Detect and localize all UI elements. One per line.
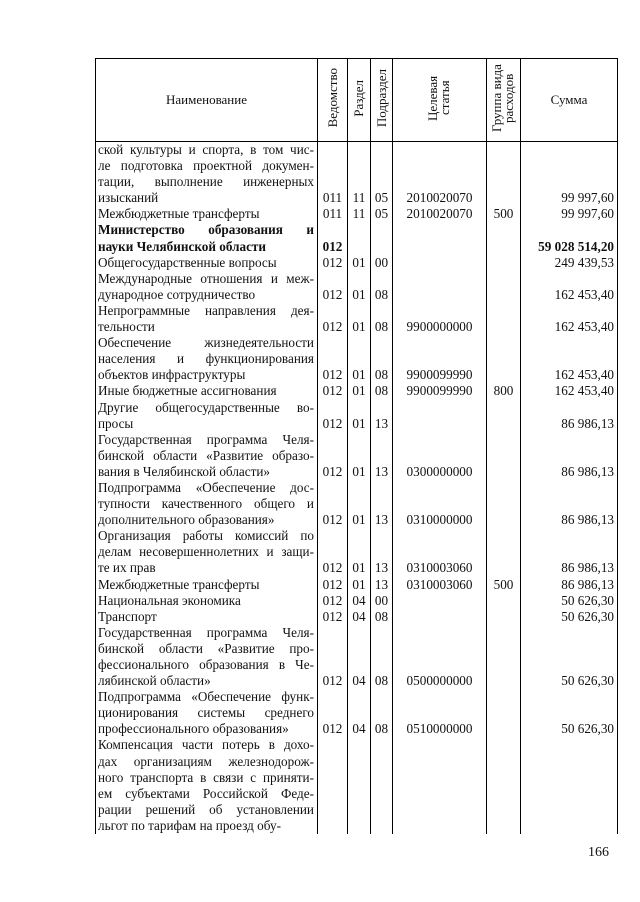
cell-razdel: 01 [348,432,371,480]
cell-name-line: ционирования системы среднего [98,705,314,721]
cell-name-line: ем субъектами Российской Феде- [98,785,314,801]
cell-celevaya-statya [393,609,487,625]
cell-name-line: фессионального образования в Че- [98,657,314,672]
cell-summa: 50 626,30 [521,593,618,609]
table-row [96,737,618,834]
cell-name-line: ской культуры и спорта, в том чис- [98,142,314,157]
cell-gruppa [487,593,521,609]
cell-vedomstvo: 012 [318,432,348,480]
cell-gruppa [487,255,521,271]
cell-vedomstvo: 012 [318,335,348,383]
cell-name-line: бинской области «Развитие образо- [98,447,314,463]
cell-vedomstvo: 012 [318,577,348,593]
cell-gruppa [487,432,521,480]
cell-name [96,689,318,737]
cell-summa: 86 986,13 [521,400,618,432]
cell-podrazdel: 00 [371,593,393,609]
cell-celevaya-statya: 2010020070 [393,142,487,207]
cell-name-line: лябинской области» [98,673,211,689]
cell-vedomstvo: 012 [318,303,348,335]
table-row [96,689,618,737]
cell-podrazdel [371,222,393,254]
cell-summa: 86 986,13 [521,480,618,528]
cell-vedomstvo: 012 [318,625,348,689]
cell-podrazdel: 13 [371,432,393,480]
cell-name-line: Общегосударственные вопросы [98,254,277,270]
cell-name-line: Подпрограмма «Обеспечение функ- [98,689,314,705]
cell-podrazdel: 05 [371,206,393,222]
budget-table [95,58,618,834]
cell-name [96,303,318,335]
cell-summa: 99 997,60 [521,142,618,207]
table-row [96,577,618,593]
cell-razdel: 11 [348,206,371,222]
cell-name-line: Международные отношения и меж- [98,270,314,286]
cell-summa: 162 453,40 [521,271,618,303]
table-row [96,609,618,625]
cell-name-line: льгот по тарифам на проезд обу- [98,817,281,833]
cell-name [96,737,318,834]
cell-podrazdel: 08 [371,609,393,625]
header-razdel: Раздел [348,59,371,142]
cell-vedomstvo: 012 [318,480,348,528]
header-vedomstvo: Ведомство [318,59,348,142]
cell-vedomstvo: 012 [318,593,348,609]
table-row [96,625,618,689]
cell-vedomstvo [318,737,348,834]
cell-name-line: вания в Челябинской области» [98,463,271,479]
cell-gruppa [487,335,521,383]
table-row [96,480,618,528]
header-podrazdel: Подраздел [371,59,393,142]
cell-gruppa [487,689,521,737]
cell-celevaya-statya: 0310000000 [393,480,487,528]
cell-name-line: ле подготовка проектной докумен- [98,158,314,174]
cell-gruppa [487,625,521,689]
cell-name-line: Межбюджетные трансферты [98,206,260,222]
cell-razdel: 01 [348,400,371,432]
cell-summa: 86 986,13 [521,528,618,576]
cell-name-line: Непрограммные направления дея- [98,302,314,318]
cell-vedomstvo: 012 [318,222,348,254]
cell-celevaya-statya: 0510000000 [393,689,487,737]
cell-vedomstvo: 012 [318,609,348,625]
header-name: Наименование [96,59,318,142]
cell-podrazdel: 08 [371,335,393,383]
cell-summa: 59 028 514,20 [521,222,618,254]
cell-celevaya-statya [393,222,487,254]
table-row [96,528,618,576]
cell-celevaya-statya [393,737,487,834]
cell-vedomstvo: 012 [318,689,348,737]
cell-name-line: науки Челябинской области [98,238,267,254]
cell-summa: 86 986,13 [521,432,618,480]
cell-razdel: 01 [348,255,371,271]
table-row [96,222,618,254]
header-gruppa-vida-rashodov: Группа вида расходов [487,59,521,142]
cell-vedomstvo: 012 [318,255,348,271]
cell-razdel: 04 [348,609,371,625]
cell-razdel: 01 [348,383,371,399]
cell-summa: 162 453,40 [521,335,618,383]
cell-celevaya-statya [393,271,487,303]
cell-gruppa [487,142,521,207]
cell-name-line: Компенсация части потерь в дохо- [98,737,314,753]
cell-name [96,528,318,576]
cell-gruppa [487,480,521,528]
cell-summa: 249 439,53 [521,255,618,271]
table-row [96,206,618,222]
cell-vedomstvo: 012 [318,271,348,303]
cell-gruppa [487,737,521,834]
cell-celevaya-statya: 9900099990 [393,383,487,399]
cell-name [96,206,318,222]
cell-razdel: 04 [348,625,371,689]
cell-podrazdel: 13 [371,528,393,576]
cell-name-line: Организация работы комиссий по [98,528,314,544]
cell-summa: 99 997,60 [521,206,618,222]
table-body [96,142,618,835]
cell-podrazdel: 08 [371,303,393,335]
cell-name [96,400,318,432]
cell-razdel: 01 [348,271,371,303]
cell-name-line: Подпрограмма «Обеспечение дос- [98,479,314,495]
cell-name-line: Другие общегосударственные во- [98,399,314,415]
cell-name-line: Обеспечение жизнедеятельности [98,335,314,351]
cell-gruppa [487,222,521,254]
cell-name-line: изысканий [98,190,159,206]
cell-razdel [348,737,371,834]
table-row [96,271,618,303]
cell-name-line: ного транспорта в связи с приняти- [98,769,314,785]
cell-celevaya-statya: 2010020070 [393,206,487,222]
cell-name-line: просы [98,415,134,431]
cell-name [96,271,318,303]
cell-podrazdel [371,737,393,834]
cell-name [96,432,318,480]
table-row [96,142,618,207]
cell-razdel: 01 [348,335,371,383]
cell-gruppa [487,400,521,432]
cell-name-line: Национальная экономика [98,592,241,608]
header-summa: Сумма [521,59,618,142]
cell-podrazdel: 13 [371,577,393,593]
cell-razdel: 01 [348,303,371,335]
cell-vedomstvo: 011 [318,206,348,222]
table-row [96,593,618,609]
table-header [96,59,618,142]
cell-podrazdel: 08 [371,383,393,399]
cell-celevaya-statya: 9900000000 [393,303,487,335]
cell-name [96,625,318,689]
cell-podrazdel: 08 [371,625,393,689]
cell-celevaya-statya [393,255,487,271]
cell-name [96,609,318,625]
cell-summa: 50 626,30 [521,625,618,689]
table-row [96,383,618,399]
cell-name-line: дународное сотрудничество [98,286,256,302]
table-row [96,432,618,480]
cell-name [96,577,318,593]
cell-name-line: Министерство образования и [98,222,314,238]
cell-podrazdel: 13 [371,480,393,528]
cell-name [96,335,318,383]
cell-name-line: профессионального образования» [98,721,289,737]
cell-razdel [348,222,371,254]
cell-celevaya-statya: 0310003060 [393,528,487,576]
cell-gruppa [487,528,521,576]
cell-podrazdel: 08 [371,271,393,303]
cell-name-line: Государственная программа Челя- [98,431,314,447]
cell-gruppa: 500 [487,577,521,593]
table-row [96,255,618,271]
cell-razdel: 11 [348,142,371,207]
cell-razdel: 04 [348,593,371,609]
cell-name-line: дополнительного образования» [98,512,275,528]
cell-name-line: тупности качественного общего и [98,496,314,512]
cell-vedomstvo: 012 [318,400,348,432]
cell-name-line: бинской области «Развитие про- [98,640,314,656]
cell-name [96,255,318,271]
cell-celevaya-statya [393,400,487,432]
cell-razdel: 01 [348,528,371,576]
cell-name [96,480,318,528]
cell-podrazdel: 13 [371,400,393,432]
cell-summa: 162 453,40 [521,383,618,399]
cell-podrazdel: 00 [371,255,393,271]
cell-summa: 86 986,13 [521,577,618,593]
cell-name-line: Государственная программа Челя- [98,624,314,640]
cell-name-line: рации решений об установлении [98,801,314,817]
cell-gruppa: 500 [487,206,521,222]
cell-name-line: населения и функционирования [98,351,314,367]
table-row [96,303,618,335]
cell-vedomstvo: 011 [318,142,348,207]
cell-gruppa: 800 [487,383,521,399]
header-celevaya-statya: Целевая статья [393,59,487,142]
cell-vedomstvo: 012 [318,528,348,576]
cell-gruppa [487,609,521,625]
cell-gruppa [487,271,521,303]
cell-razdel: 01 [348,577,371,593]
cell-name [96,222,318,254]
cell-name-line: объектов инфраструктуры [98,367,246,383]
cell-celevaya-statya: 0310003060 [393,577,487,593]
cell-name-line: Иные бюджетные ассигнования [98,383,277,399]
table-row [96,400,618,432]
cell-celevaya-statya [393,593,487,609]
cell-name [96,383,318,399]
cell-name [96,593,318,609]
cell-razdel: 01 [348,480,371,528]
cell-podrazdel: 08 [371,689,393,737]
cell-podrazdel: 05 [371,142,393,207]
cell-name [96,142,318,207]
cell-name-line: те их прав [98,560,156,576]
cell-summa: 162 453,40 [521,303,618,335]
cell-summa: 50 626,30 [521,689,618,737]
cell-vedomstvo: 012 [318,383,348,399]
cell-name-line: тации, выполнение инженерных [98,174,314,190]
cell-celevaya-statya: 9900099990 [393,335,487,383]
cell-name-line: делам несовершеннолетних и защи- [98,544,314,560]
cell-razdel: 04 [348,689,371,737]
cell-summa: 50 626,30 [521,609,618,625]
cell-celevaya-statya: 0300000000 [393,432,487,480]
cell-celevaya-statya: 0500000000 [393,625,487,689]
table-row [96,335,618,383]
cell-gruppa [487,303,521,335]
cell-summa [521,737,618,834]
cell-name-line: дах организациям железнодорож- [98,753,314,769]
page-number: 166 [588,845,609,860]
cell-name-line: Межбюджетные трансферты [98,576,260,592]
cell-name-line: тельности [98,319,155,335]
cell-name-line: Транспорт [98,608,157,624]
